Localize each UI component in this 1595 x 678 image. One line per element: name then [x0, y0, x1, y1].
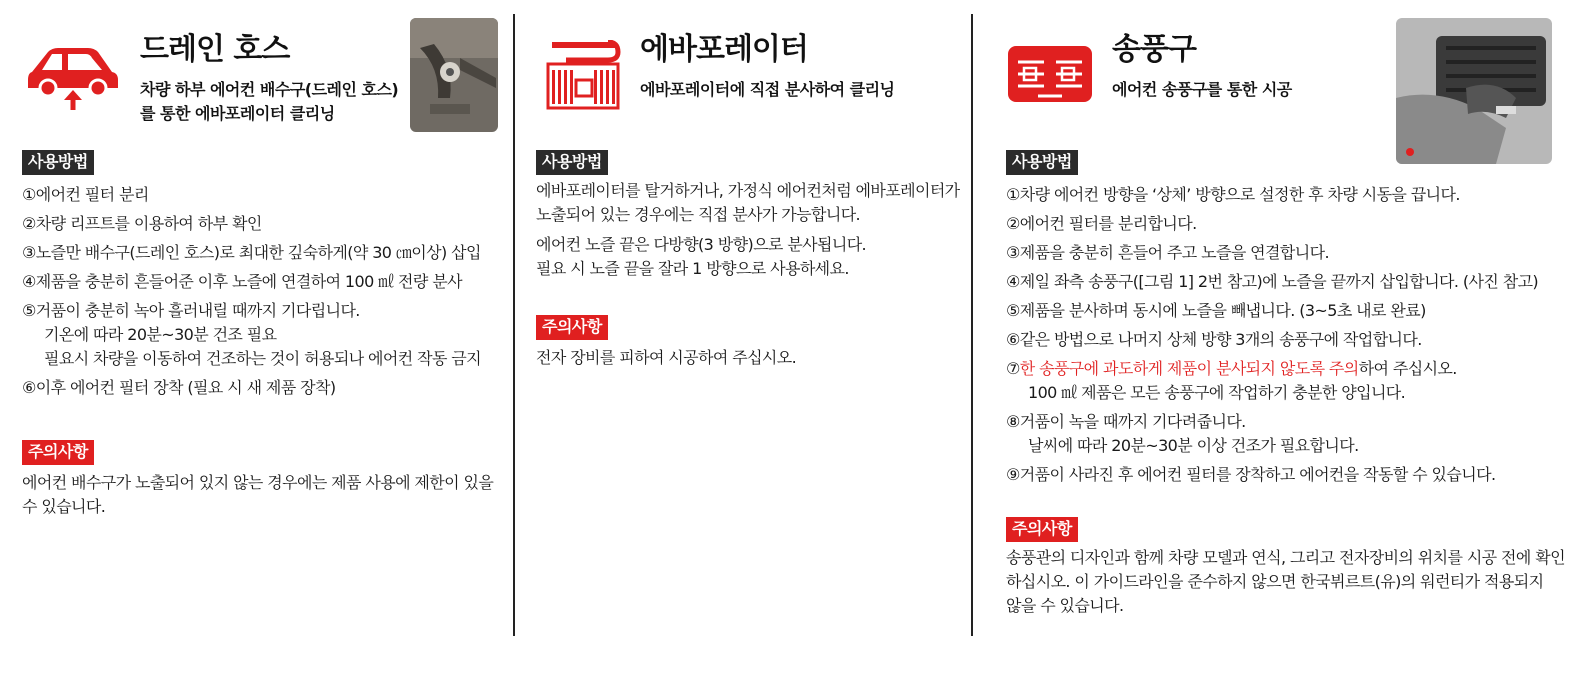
list-item: ④제일 좌측 송풍구([그림 1] 2번 참고)에 노즐을 끝까지 삽입합니다. (사진 참고): [1006, 272, 1539, 291]
drain-hose-subtitle-line2: 를 통한 에바포레이터 클리닝: [140, 104, 335, 123]
column-evaporator: [526, 0, 992, 678]
column-drain-hose: [0, 0, 524, 678]
step-subtext: 100 ㎖ 제품은 모든 송풍구에 작업하기 충분한 양입니다.: [1028, 383, 1406, 402]
evaporator-icon: [546, 40, 622, 110]
step-subtext: 기온에 따라 20분~30분 건조 필요: [44, 325, 277, 344]
air-vent-caution-line2: 하십시오. 이 가이드라인을 준수하지 않으면 한국뷔르트(유)의 워런티가 적용되지: [1006, 572, 1544, 591]
air-vent-caution-line3: 않을 수 있습니다.: [1006, 596, 1124, 615]
drain-hose-steps: [22, 183, 524, 400]
evaporator-usage-para2-line2: 필요 시 노즐 끝을 잘라 1 방향으로 사용하세요.: [536, 259, 849, 278]
evaporator-caution-badge: 주의사항: [536, 315, 608, 340]
list-item: ⑤제품을 분사하며 동시에 노즐을 빼냅니다. (3~5초 내로 완료): [1006, 301, 1426, 320]
list-item: ①에어컨 필터 분리: [22, 185, 149, 204]
list-item: [1006, 410, 1595, 458]
list-item: ④제품을 충분히 흔들어준 이후 노즐에 연결하여 100 ㎖ 전량 분사: [22, 272, 462, 291]
step-warning-highlight: 한 송풍구에 과도하게 제품이 분사되지 않도록 주의: [1019, 359, 1359, 378]
drain-hose-subtitle-line1: 차량 하부 에어컨 배수구(드레인 호스): [140, 80, 399, 99]
list-item: [22, 299, 524, 371]
car-lift-icon: [26, 40, 120, 110]
air-vent-subtitle: 에어컨 송풍구를 통한 시공: [1112, 80, 1292, 99]
column-divider: [971, 14, 973, 636]
drain-hose-caution-badge: 주의사항: [22, 440, 94, 465]
air-vent-photo: [1396, 18, 1552, 164]
column-air-vent: [994, 0, 1595, 678]
drain-hose-photo-image: [410, 18, 498, 132]
step-subtext: 필요시 차량을 이동하여 건조하는 것이 허용되나 에어컨 작동 금지: [44, 349, 482, 368]
air-vent-photo-image: [1396, 18, 1552, 164]
drain-hose-caution-text: 에어컨 배수구가 노출되어 있지 않는 경우에는 제품 사용에 제한이 있을 수 있습니다.: [22, 473, 494, 516]
step-text: ⑤거품이 충분히 녹아 흘러내릴 때까지 기다립니다.: [22, 301, 360, 320]
drain-hose-title: 드레인 호스: [140, 32, 290, 67]
step-number: ⑦: [1006, 359, 1020, 378]
list-item: ①차량 에어컨 방향을 ‘상체’ 방향으로 설정한 후 차량 시동을 끕니다.: [1006, 185, 1460, 204]
list-item: [1006, 357, 1595, 405]
drain-hose-subtitle: [140, 78, 398, 126]
drain-hose-photo: [410, 18, 498, 132]
evaporator-usage-para1-line2: 노출되어 있는 경우에는 직접 분사가 가능합니다.: [536, 205, 861, 224]
step-subtext: 날씨에 따라 20분~30분 이상 건조가 필요합니다.: [1028, 436, 1359, 455]
step-text: ⑧거품이 녹을 때까지 기다려줍니다.: [1006, 412, 1246, 431]
list-item: ⑨거품이 사라진 후 에어컨 필터를 장착하고 에어컨을 작동할 수 있습니다.: [1006, 465, 1496, 484]
air-vent-title: 송풍구: [1112, 32, 1196, 67]
list-item: ⑥이후 에어컨 필터 장착 (필요 시 새 제품 장착): [22, 378, 336, 397]
list-item: ②에어컨 필터를 분리합니다.: [1006, 214, 1197, 233]
drain-hose-usage-badge: 사용방법: [22, 150, 94, 175]
air-vent-caution-badge: 주의사항: [1006, 517, 1078, 542]
evaporator-usage-badge: 사용방법: [536, 150, 608, 175]
air-vent-usage-badge: 사용방법: [1006, 150, 1078, 175]
step-text: 하여 주십시오.: [1358, 359, 1457, 378]
air-vent-icon: [1008, 46, 1092, 104]
air-vent-steps: [1006, 183, 1595, 487]
list-item: ②차량 리프트를 이용하여 하부 확인: [22, 214, 262, 233]
list-item: ③노즐만 배수구(드레인 호스)로 최대한 깊숙하게(약 30 ㎝이상) 삽입: [22, 243, 481, 262]
evaporator-caution-text: 전자 장비를 피하여 시공하여 주십시오.: [536, 348, 797, 367]
list-item: ⑥같은 방법으로 나머지 상체 방향 3개의 송풍구에 작업합니다.: [1006, 330, 1422, 349]
list-item: ③제품을 충분히 흔들어 주고 노즐을 연결합니다.: [1006, 243, 1329, 262]
evaporator-title: 에바포레이터: [640, 32, 808, 67]
air-vent-header: [1006, 0, 1595, 150]
evaporator-usage-para1-line1: 에바포레이터를 탈거하거나, 가정식 에어컨처럼 에바포레이터가: [536, 181, 960, 200]
drain-hose-header: [22, 0, 524, 150]
evaporator-subtitle: 에바포레이터에 직접 분사하여 클리닝: [640, 80, 895, 99]
evaporator-usage-para2-line1: 에어컨 노즐 끝은 다방향(3 방향)으로 분사됩니다.: [536, 235, 867, 254]
evaporator-header: [536, 0, 992, 150]
air-vent-caution-line1: 송풍관의 디자인과 함께 차량 모델과 연식, 그리고 전자장비의 위치를 시공 전에 확인: [1006, 548, 1565, 567]
column-divider: [513, 14, 515, 636]
